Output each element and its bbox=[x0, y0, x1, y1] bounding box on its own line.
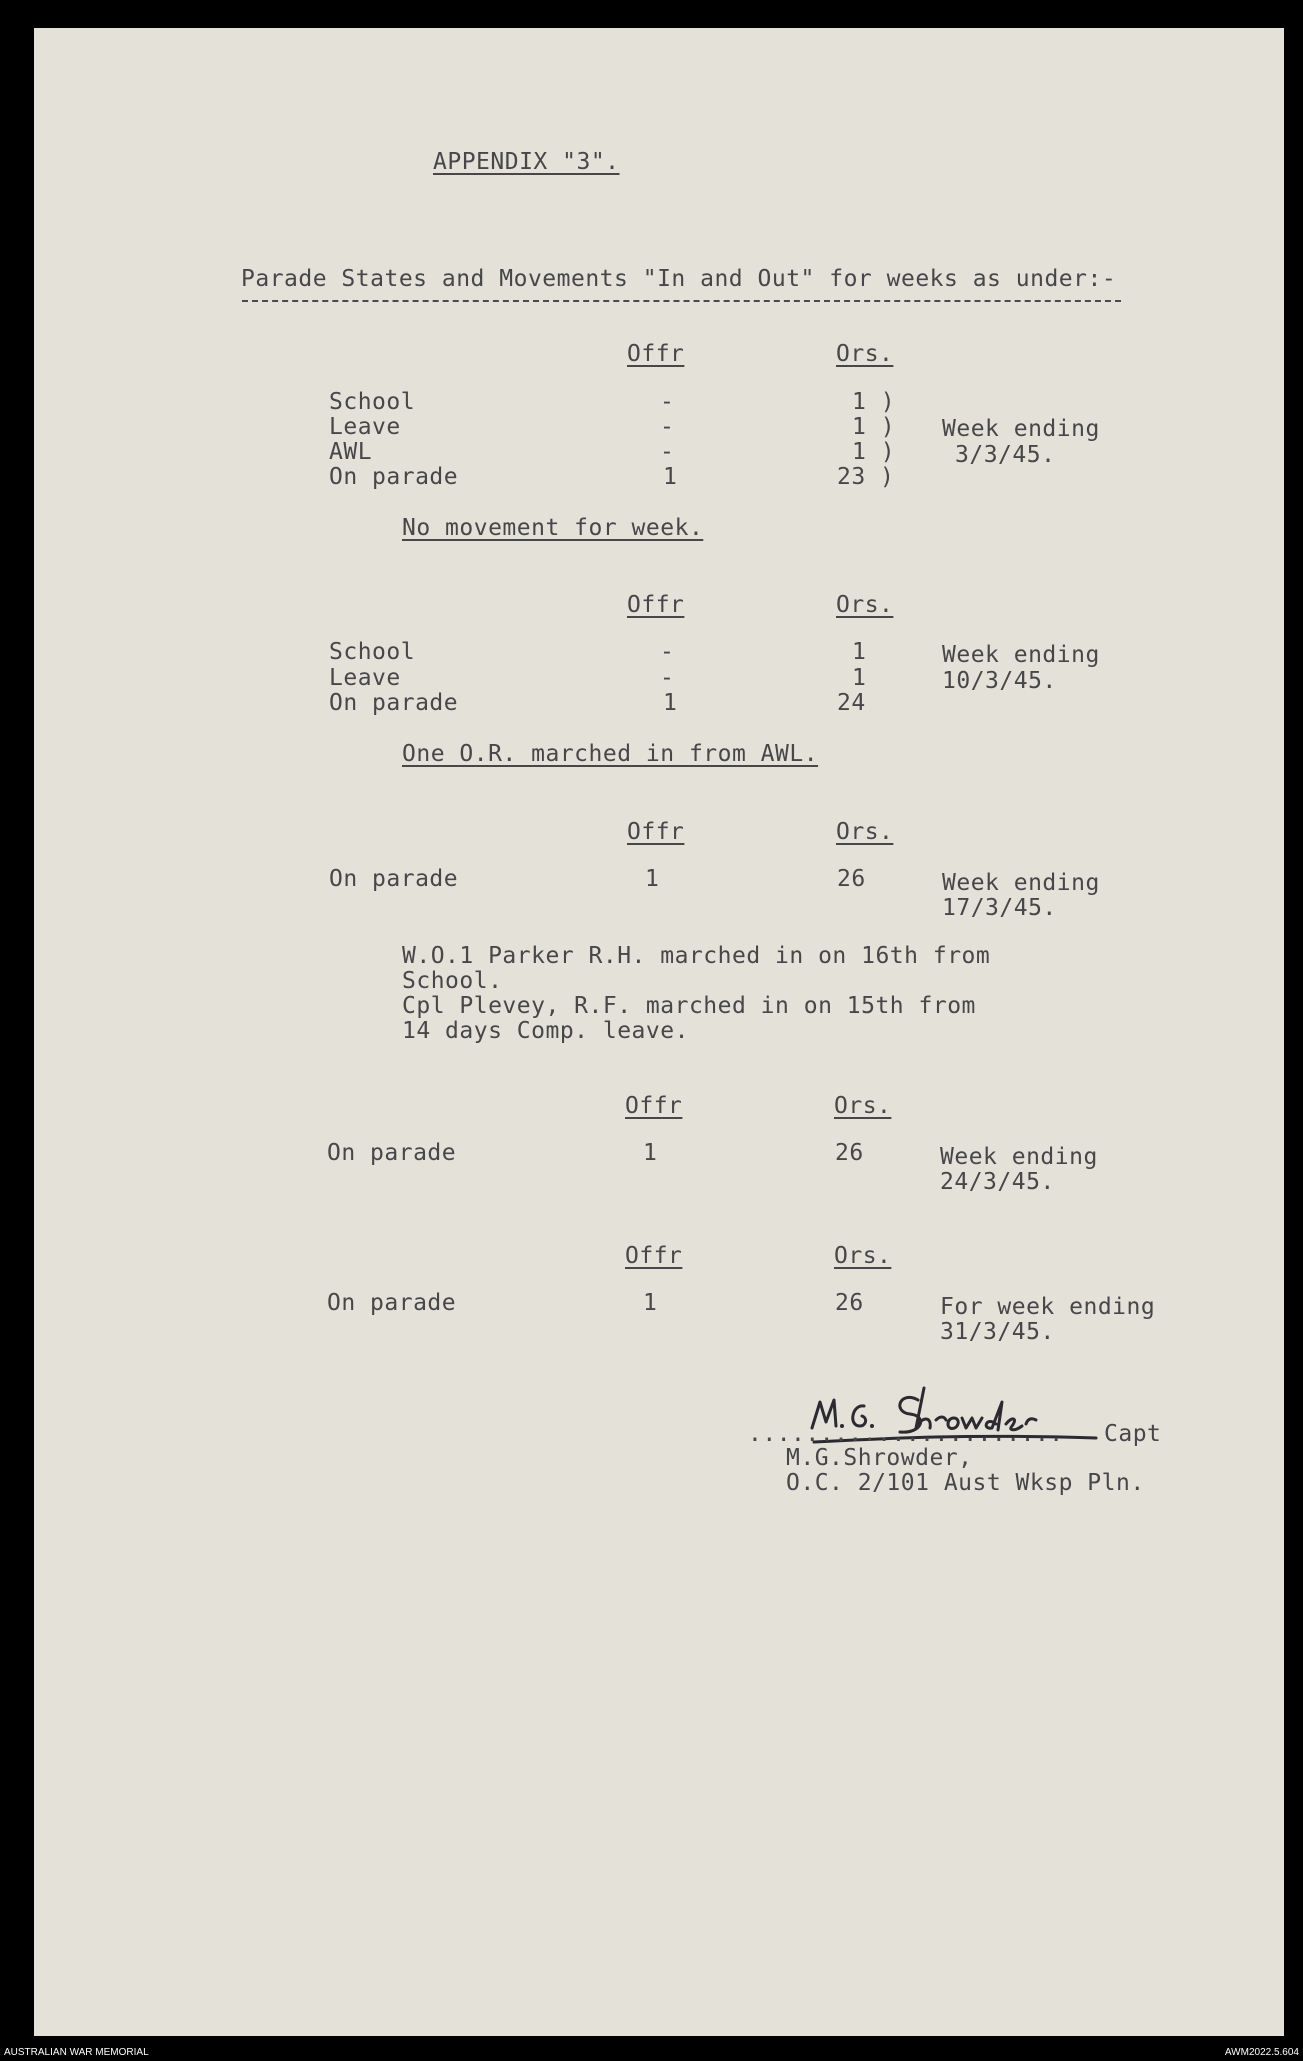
row-offr: - bbox=[660, 665, 675, 691]
signatory-unit: O.C. 2/101 Aust Wksp Pln. bbox=[786, 1470, 1145, 1496]
movement-note-line: 14 days Comp. leave. bbox=[402, 1018, 689, 1044]
week-ending-date: 31/3/45. bbox=[940, 1319, 1055, 1345]
movement-note-line: W.O.1 Parker R.H. marched in on 16th from bbox=[402, 943, 991, 969]
row-ors: 26 bbox=[837, 866, 866, 892]
row-offr: 1 bbox=[645, 866, 660, 892]
row-offr: 1 bbox=[663, 690, 678, 716]
week-ending-date: 17/3/45. bbox=[942, 895, 1057, 921]
col-offr-header: Offr bbox=[625, 1093, 683, 1119]
week-ending-label: Week ending bbox=[940, 1144, 1098, 1170]
week-ending-date: 3/3/45. bbox=[955, 442, 1056, 468]
row-label: School bbox=[329, 639, 416, 665]
row-label: School bbox=[329, 389, 416, 415]
row-label: On parade bbox=[327, 1290, 457, 1316]
row-ors: 1 ) bbox=[852, 414, 896, 440]
document-heading: Parade States and Movements "In and Out" for weeks as under:- bbox=[241, 266, 1117, 292]
appendix-title: APPENDIX "3". bbox=[433, 149, 620, 175]
week-ending-label: Week ending bbox=[942, 416, 1100, 442]
col-ors-header: Ors. bbox=[834, 1093, 892, 1119]
week-ending-date: 24/3/45. bbox=[940, 1169, 1055, 1195]
movement-note: One O.R. marched in from AWL. bbox=[402, 741, 819, 767]
row-ors: 26 bbox=[835, 1140, 864, 1166]
week-ending-date: 10/3/45. bbox=[942, 668, 1057, 694]
row-label: On parade bbox=[329, 690, 459, 716]
signature-dots: ...................... bbox=[748, 1421, 1064, 1447]
col-offr-header: Offr bbox=[627, 592, 685, 618]
signatory-name: M.G.Shrowder, bbox=[786, 1445, 973, 1471]
row-label: On parade bbox=[329, 464, 459, 490]
movement-note: No movement for week. bbox=[402, 515, 704, 541]
week-ending-label: For week ending bbox=[940, 1294, 1156, 1320]
footer-accession: AWM2022.5.604 bbox=[1224, 2047, 1299, 2058]
row-offr: - bbox=[660, 439, 675, 465]
row-label: AWL bbox=[329, 439, 373, 465]
row-ors: 1 ) bbox=[852, 389, 896, 415]
col-ors-header: Ors. bbox=[834, 1243, 892, 1269]
row-offr: - bbox=[660, 414, 675, 440]
row-ors: 1 bbox=[852, 639, 867, 665]
row-offr: 1 bbox=[643, 1140, 658, 1166]
col-offr-header: Offr bbox=[627, 341, 685, 367]
row-offr: 1 bbox=[643, 1290, 658, 1316]
col-offr-header: Offr bbox=[627, 819, 685, 845]
week-ending-label: Week ending bbox=[942, 870, 1100, 896]
row-ors: 24 bbox=[837, 690, 866, 716]
movement-note-line: Cpl Plevey, R.F. marched in on 15th from bbox=[402, 993, 976, 1019]
row-offr: 1 bbox=[663, 464, 678, 490]
row-label: On parade bbox=[329, 866, 459, 892]
col-ors-header: Ors. bbox=[836, 592, 894, 618]
movement-note-line: School. bbox=[402, 968, 503, 994]
row-offr: - bbox=[660, 639, 675, 665]
col-offr-header: Offr bbox=[625, 1243, 683, 1269]
col-ors-header: Ors. bbox=[836, 341, 894, 367]
signature-rank: Capt bbox=[1104, 1421, 1162, 1447]
row-label: On parade bbox=[327, 1140, 457, 1166]
footer-institution: AUSTRALIAN WAR MEMORIAL bbox=[4, 2047, 149, 2058]
row-ors: 1 ) bbox=[852, 439, 896, 465]
col-ors-header: Ors. bbox=[836, 819, 894, 845]
row-label: Leave bbox=[329, 414, 401, 440]
row-label: Leave bbox=[329, 665, 401, 691]
row-ors: 1 bbox=[852, 665, 867, 691]
row-ors: 26 bbox=[835, 1290, 864, 1316]
row-offr: - bbox=[660, 389, 675, 415]
row-ors: 23 ) bbox=[837, 464, 895, 490]
week-ending-label: Week ending bbox=[942, 642, 1100, 668]
heading-rule bbox=[242, 300, 1121, 302]
